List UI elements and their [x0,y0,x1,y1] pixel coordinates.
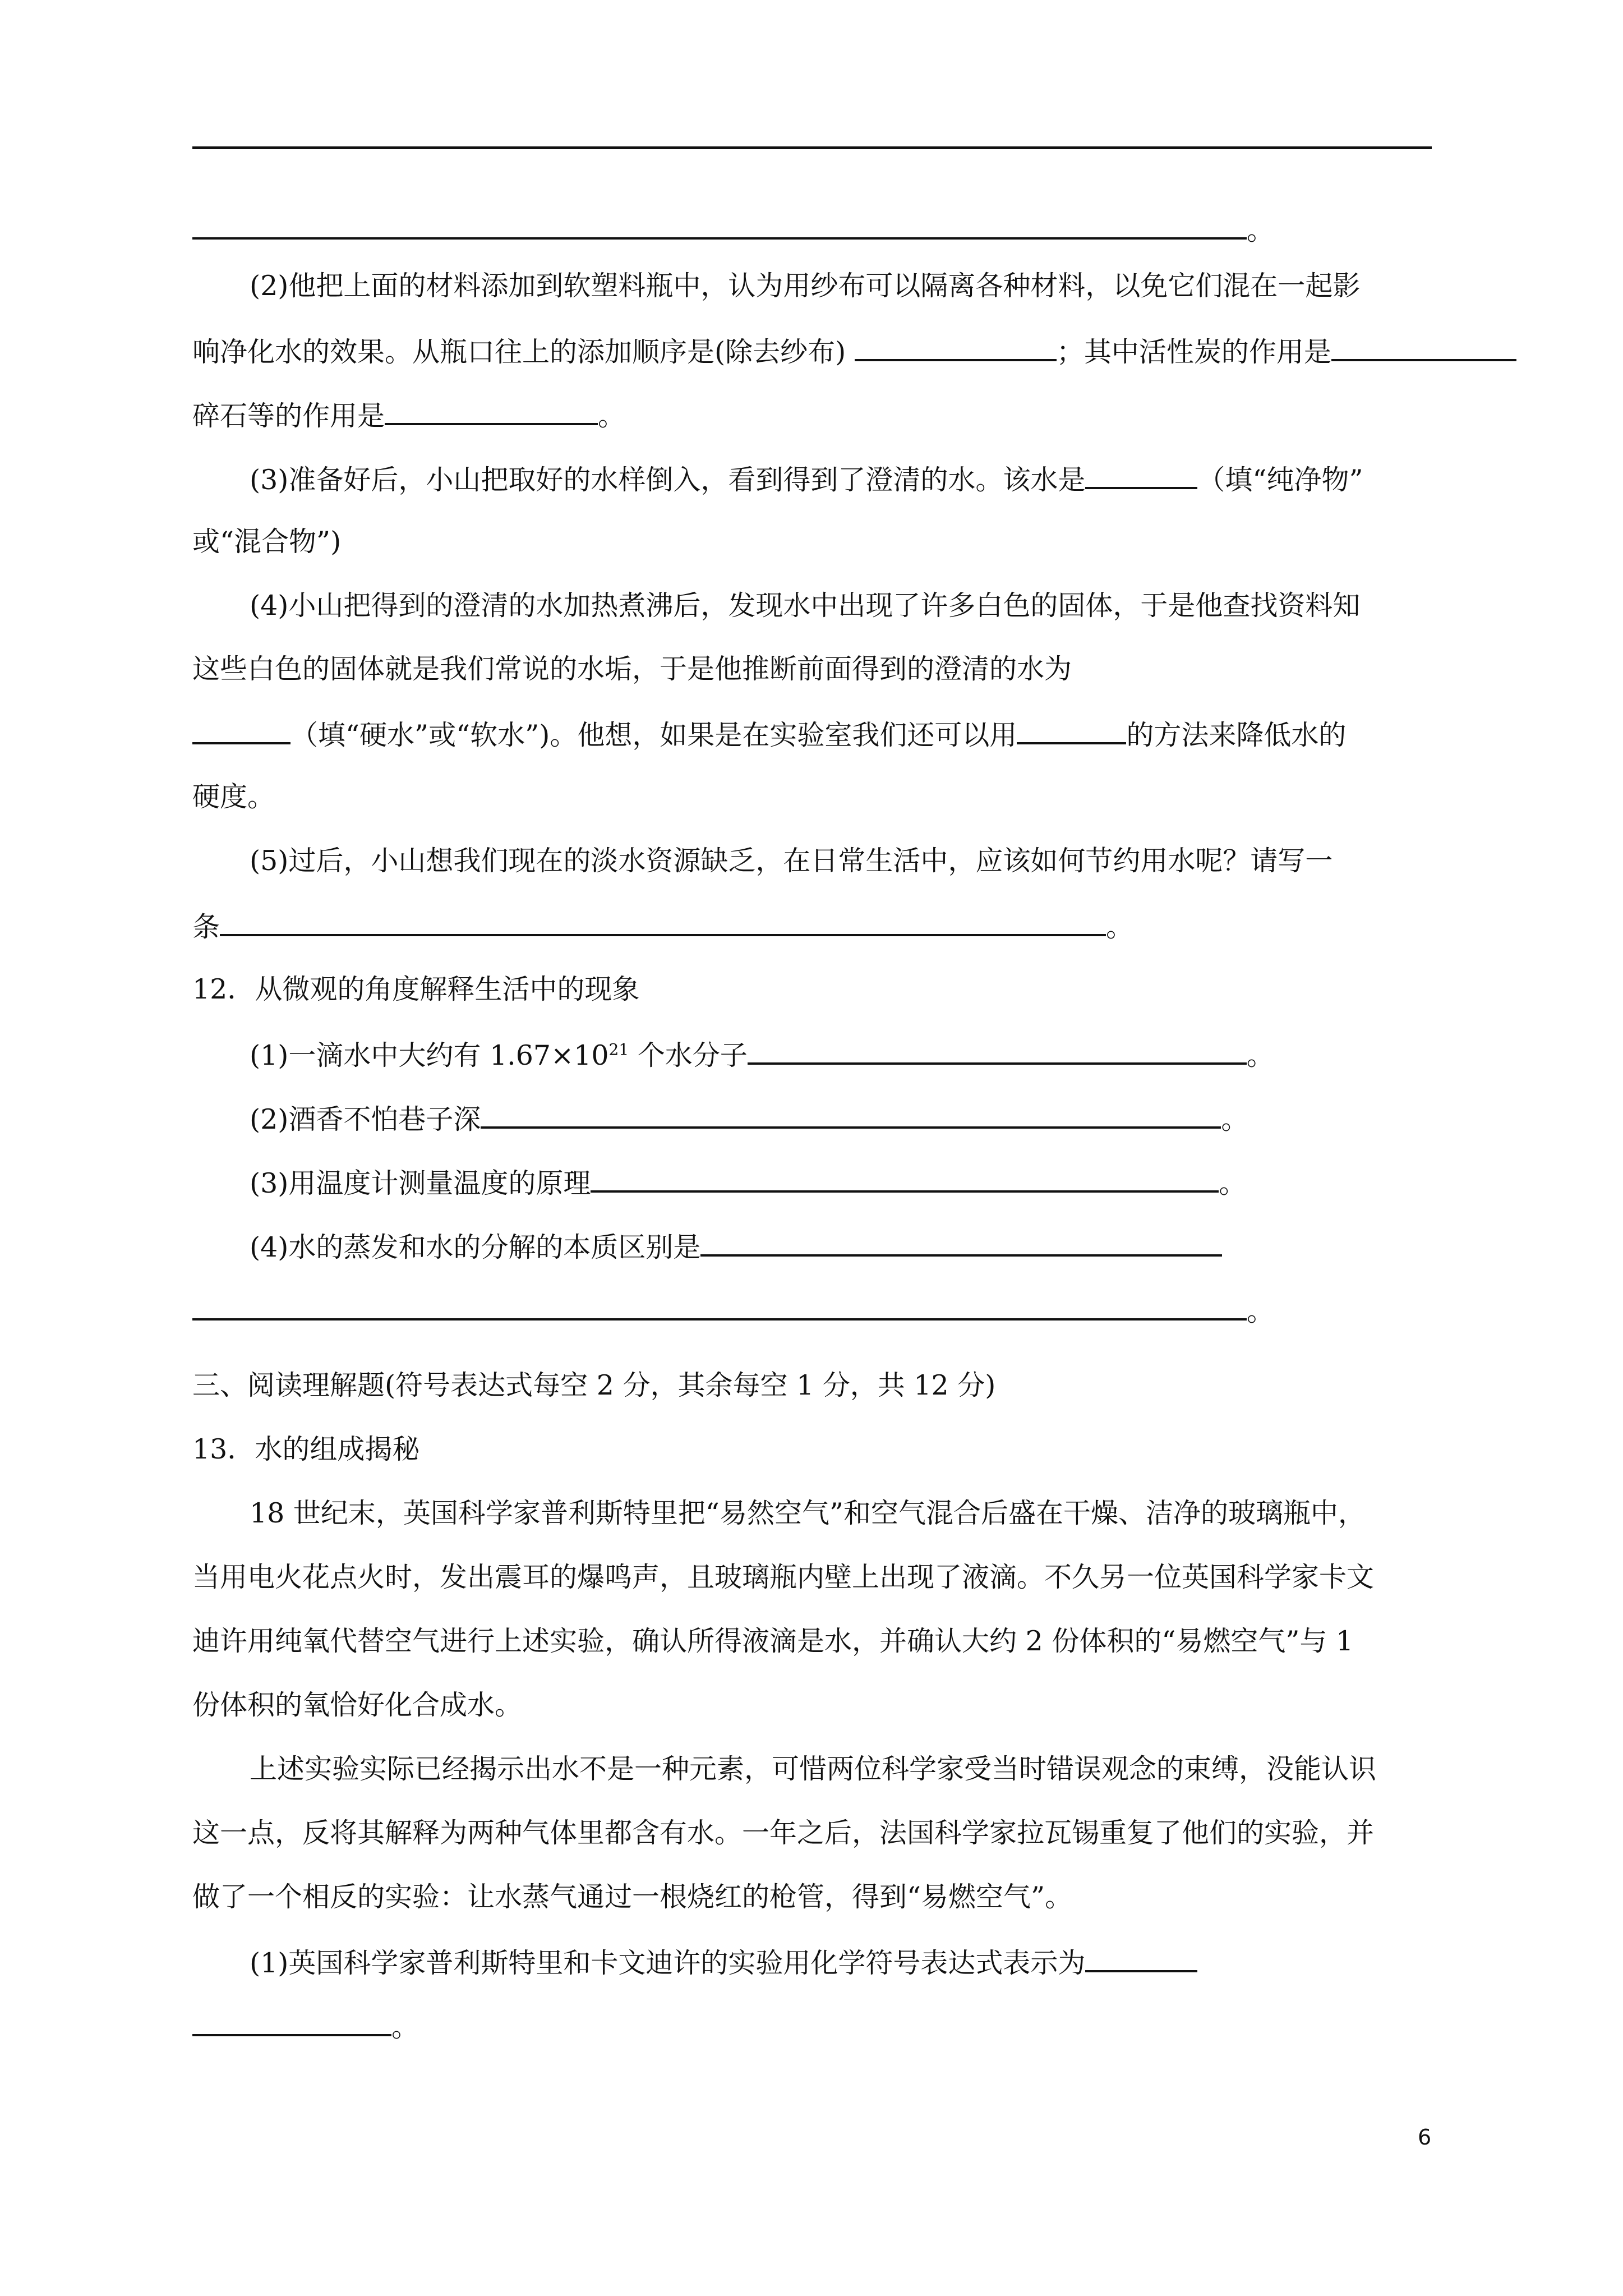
q11-part2-line3: 碎石等的作用是 。 [192,397,625,433]
q11-part2-line1: (2)他把上面的材料添加到软塑料瓶中，认为用纱布可以隔离各种材料，以免它们混在一起影 [250,270,1361,302]
q13-para1-line4: 份体积的氧恰好化合成水。 [192,1689,523,1721]
gravel-blank[interactable] [385,397,598,425]
page-number: 6 [1418,2125,1432,2150]
q13-blank-1[interactable] [1085,1944,1197,1972]
top-answer-line [192,146,1432,149]
q11-part3-line2: 或“混合物”) [192,526,342,558]
q12-blank-4b[interactable] [192,1292,1247,1320]
activated-carbon-blank[interactable] [1331,333,1516,361]
q13-para2-line3: 做了一个相反的实验：让水蒸气通过一根烧红的枪管，得到“易燃空气”。 [192,1881,1073,1913]
q12-item3: (3)用温度计测量温度的原理 。 [250,1165,1246,1200]
q12-title: 12．从微观的角度解释生活中的现象 [192,973,640,1005]
q13-title: 13．水的组成揭秘 [192,1433,420,1465]
q11-part3-line1: (3)准备好后，小山把取好的水样倒入，看到得到了澄清的水。该水是 （填“纯净物” [250,461,1363,497]
q11-part4-line4: 硬度。 [192,781,275,813]
q11-part4-line2: 这些白色的固体就是我们常说的水垢，于是他推断前面得到的澄清的水为 [192,653,1072,685]
q13-para1-line1: 18 世纪末，英国科学家普利斯特里把“易然空气”和空气混合后盛在干燥、洁净的玻璃瓶中， [250,1497,1366,1529]
q13-para1-line3: 迪许用纯氧代替空气进行上述实验，确认所得液滴是水，并确认大约 2 份体积的“易燃空气”与 1 [192,1625,1354,1657]
q12-item1: (1)一滴水中大约有 $1.67\times 10^{21}$ 个水分子 。 [250,1037,1274,1073]
order-blank[interactable] [855,333,1057,361]
q12-item4-continuation: 。 [192,1292,1274,1328]
q12-item2: (2)酒香不怕巷子深 。 [250,1101,1248,1137]
q13-para2-line2: 这一点，反将其解释为两种气体里都含有水。一年之后，法国科学家拉瓦锡重复了他们的实验，并 [192,1817,1375,1849]
q11-part5-line2: 条 。 [192,908,1133,944]
save-water-blank[interactable] [220,908,1106,936]
q13-blank-1b[interactable] [192,2008,391,2036]
q12-blank-3[interactable] [591,1165,1219,1193]
hard-soft-blank[interactable] [192,716,291,744]
q13-para1-line2: 当用电火花点火时，发出震耳的爆鸣声，且玻璃瓶内壁上出现了液滴。不久另一位英国科学家卡文 [192,1561,1375,1593]
q12-blank-1[interactable] [748,1037,1247,1065]
q11-part2-line2: 响净化水的效果。从瓶口往上的添加顺序是(除去纱布) ；其中活性炭的作用是 [192,333,1516,369]
q12-blank-4[interactable] [700,1228,1222,1257]
q11-part5-line1: (5)过后，小山想我们现在的淡水资源缺乏，在日常生活中，应该如何节约用水呢？请写一 [250,845,1333,877]
section3-title: 三、阅读理解题(符号表达式每空 2 分，其余每空 1 分，共 12 分) [192,1369,996,1401]
q13-question1-continuation: 。 [192,2008,419,2044]
answer-line-continuation: 。 [192,211,1274,247]
pure-or-mixture-blank[interactable] [1085,461,1197,489]
q12-item4: (4)水的蒸发和水的分解的本质区别是 [250,1228,1222,1264]
q11-part4-line1: (4)小山把得到的澄清的水加热煮沸后，发现水中出现了许多白色的固体，于是他查找资料知 [250,590,1361,622]
q13-para2-line1: 上述实验实际已经揭示出水不是一种元素，可惜两位科学家受当时错误观念的束缚，没能认识 [250,1753,1377,1785]
q13-question1: (1)英国科学家普利斯特里和卡文迪许的实验用化学符号表达式表示为 [250,1944,1197,1980]
q11-part4-line3: （填“硬水”或“软水”)。他想，如果是在实验室我们还可以用 的方法来降低水的 [192,716,1346,752]
q12-blank-2[interactable] [481,1101,1221,1129]
method-blank[interactable] [1017,716,1126,744]
